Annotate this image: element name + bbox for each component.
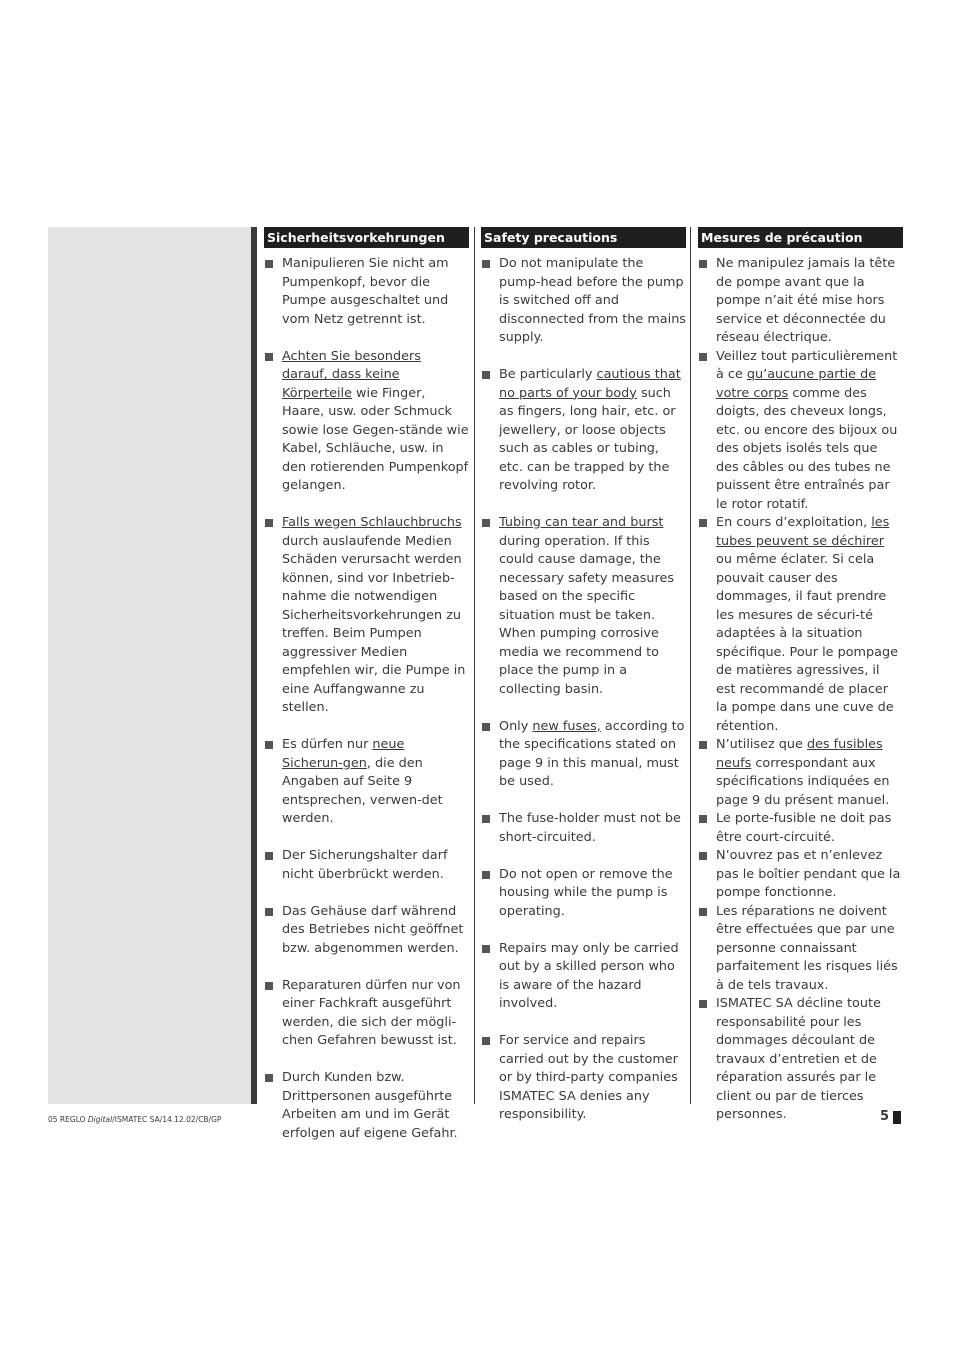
precaution-item — [481, 514, 686, 699]
precaution-item — [698, 736, 903, 810]
item-text: Do not open or remove the housing while the pump is operating. — [499, 866, 673, 919]
precaution-item — [481, 940, 686, 1014]
square-bullet-icon — [482, 519, 490, 527]
item-text: wie Finger, Haare, usw. oder Schmuck sowie lose Gegen-stände wie Kabel, Schläuche, usw. in den rotierenden Pumpenkopf gelangen. — [282, 385, 469, 493]
underlined-text: new fuses, — [532, 718, 601, 734]
item-text: Veillez tout particulièrement à ce — [716, 348, 898, 382]
square-bullet-icon — [482, 1037, 490, 1045]
column-german — [264, 227, 469, 1143]
underlined-text: Achten Sie besonders darauf, dass keine Körperteile — [282, 348, 421, 401]
precaution-item — [264, 847, 469, 884]
square-bullet-icon — [265, 1074, 273, 1082]
item-text: Manipulieren Sie nicht am Pumpenkopf, bevor die Pumpe ausgeschaltet und vom Netz getrennt ist. — [282, 256, 449, 327]
item-text: Repairs may only be carried out by a skilled person who is aware of the hazard involved. — [499, 940, 679, 1011]
item-text: N’utilisez que — [716, 737, 807, 752]
item-text: Durch Kunden bzw. Drittpersonen ausgeführte Arbeiten am und im Gerät erfolgen auf eigene Gefahr. — [282, 1070, 458, 1141]
square-bullet-icon — [699, 815, 707, 823]
square-bullet-icon — [699, 519, 707, 527]
precaution-item — [264, 255, 469, 329]
item-text: Be particularly — [499, 367, 597, 382]
square-bullet-icon — [265, 982, 273, 990]
precaution-item — [698, 348, 903, 515]
precaution-list — [264, 255, 469, 1143]
item-text: Der Sicherungshalter darf nicht überbrückt werden. — [282, 848, 448, 882]
precaution-item — [698, 255, 903, 348]
column-header: Mesures de précaution — [698, 227, 903, 248]
column-divider-2 — [690, 227, 691, 1104]
item-text: N’ouvrez pas et n’enlevez pas le boîtier pendant que la pompe fonctionne. — [716, 848, 901, 900]
precaution-list — [481, 255, 686, 1125]
square-bullet-icon — [482, 371, 490, 379]
square-bullet-icon — [699, 353, 707, 361]
item-text: ou même éclater. Si cela pouvait causer des dommages, il faut prendre les mesures de sécuri-té adaptées à la situation spécifique. Pour le pompage de matières agressives, il est recommandé de placer la pompe dans une cuve de rétention. — [716, 552, 898, 734]
precaution-item — [264, 977, 469, 1051]
item-text: such as fingers, long hair, etc. or jewellery, or loose objects such as cables or tubing, etc. can be trapped by the revolving rotor. — [499, 385, 676, 493]
precaution-list — [698, 255, 903, 1125]
item-text: correspondant aux spécifications indiquées en page 9 du présent manuel. — [716, 755, 890, 808]
item-text: Es dürfen nur — [282, 737, 373, 752]
square-bullet-icon — [699, 260, 707, 268]
precaution-item — [481, 255, 686, 348]
precaution-item — [481, 718, 686, 792]
precaution-item — [698, 995, 903, 1125]
square-bullet-icon — [265, 519, 273, 527]
square-bullet-icon — [482, 871, 490, 879]
precaution-item — [481, 866, 686, 922]
item-text: ISMATEC SA décline toute responsabilité pour les dommages découlant de travaux d’entretien et de réparation assurés par le client ou par de tierces personnes. — [716, 996, 881, 1122]
precaution-item — [698, 514, 903, 736]
item-text: For service and repairs carried out by the customer or by third-party companies ISMATEC SA denies any responsibility. — [499, 1033, 678, 1122]
square-bullet-icon — [699, 741, 707, 749]
item-text: comme des doigts, des cheveux longs, etc. ou encore des bijoux ou des objets isolés tels que des câbles ou des tubes ne puissent être entraînés par le rotor rotatif. — [716, 385, 898, 512]
precaution-item — [264, 736, 469, 829]
precaution-item — [264, 348, 469, 496]
margin-grey-block — [48, 227, 253, 1104]
square-bullet-icon — [265, 353, 273, 361]
square-bullet-icon — [265, 741, 273, 749]
square-bullet-icon — [482, 945, 490, 953]
page-marker — [893, 1111, 901, 1124]
square-bullet-icon — [482, 723, 490, 731]
precaution-item — [698, 810, 903, 847]
column-header: Safety precautions — [481, 227, 686, 248]
item-text: Ne manipulez jamais la tête de pompe avant que la pompe n’ait été mise hors service et déconnectée du réseau électrique. — [716, 256, 896, 345]
underlined-text: qu’aucune partie de votre corps — [716, 367, 877, 401]
item-text: according to the specifications stated on page 9 in this manual, must be used. — [499, 718, 685, 789]
footer-italic: Digital — [87, 1115, 113, 1124]
precaution-item — [698, 847, 903, 903]
precaution-item — [481, 366, 686, 496]
precaution-item — [698, 903, 903, 996]
item-text: durch auslaufende Medien Schäden verursacht werden können, sind vor Inbetrieb-nahme die notwendigen Sicherheitsvorkehrungen zu treffen. Beim Pumpen aggressiver Medien empfehlen wir, die Pumpe in eine Auffangwanne zu stellen. — [282, 533, 466, 715]
column-french — [698, 227, 903, 1125]
underlined-text: Tubing can tear and burst — [499, 515, 664, 530]
item-text: En cours d’exploitation, — [716, 515, 872, 530]
column-header: Sicherheitsvorkehrungen — [264, 227, 469, 248]
square-bullet-icon — [699, 852, 707, 860]
underlined-text: Falls wegen Schlauchbruchs — [282, 515, 462, 530]
square-bullet-icon — [265, 908, 273, 916]
square-bullet-icon — [265, 852, 273, 860]
square-bullet-icon — [265, 260, 273, 268]
column-english — [481, 227, 686, 1125]
square-bullet-icon — [482, 815, 490, 823]
footer-prefix: 05 REGLO — [48, 1115, 88, 1124]
precaution-item — [264, 1069, 469, 1143]
item-text: Reparaturen dürfen nur von einer Fachkraft ausgeführt werden, die sich der mögli-chen Gefahren bewusst ist. — [282, 977, 461, 1048]
precaution-item — [481, 810, 686, 847]
square-bullet-icon — [482, 260, 490, 268]
item-text: Only — [499, 718, 533, 734]
square-bullet-icon — [699, 1000, 707, 1008]
item-text: Le porte-fusible ne doit pas être court-circuité. — [716, 811, 892, 845]
square-bullet-icon — [699, 908, 707, 916]
underlined-text: les tubes peuvent se déchirer — [716, 515, 890, 549]
page-number: 5 — [880, 1109, 890, 1124]
item-text: Les réparations ne doivent être effectuées que par une personne connaissant parfaitement les risques liés à de tels travaux. — [716, 903, 898, 993]
underlined-text: des fusibles neufs — [716, 737, 883, 771]
item-text: Das Gehäuse darf während des Betriebes nicht geöffnet bzw. abgenommen werden. — [282, 903, 464, 956]
column-divider-1 — [474, 227, 475, 1104]
precaution-item — [481, 1032, 686, 1125]
precaution-item — [264, 514, 469, 718]
footer-suffix: /ISMATEC SA/14.12.02/CB/GP — [112, 1115, 222, 1124]
item-text: , die den Angaben auf Seite 9 entsprechen, verwen-det werden. — [282, 755, 443, 826]
margin-dark-bar — [251, 227, 257, 1104]
item-text: during operation. If this could cause damage, the necessary safety measures based on the specific situation must be taken. When pumping corrosive media we recommend to place the pump in a collecting basin. — [499, 533, 674, 697]
precaution-item — [264, 903, 469, 959]
item-text: The fuse-holder must not be short-circuited. — [499, 811, 681, 845]
footer-reference — [48, 1115, 221, 1124]
item-text: Do not manipulate the pump-head before the pump is switched off and disconnected from the mains supply. — [499, 256, 686, 345]
underlined-text: neue Sicherun-gen — [282, 737, 405, 771]
underlined-text: cautious that no parts of your body — [499, 367, 681, 401]
